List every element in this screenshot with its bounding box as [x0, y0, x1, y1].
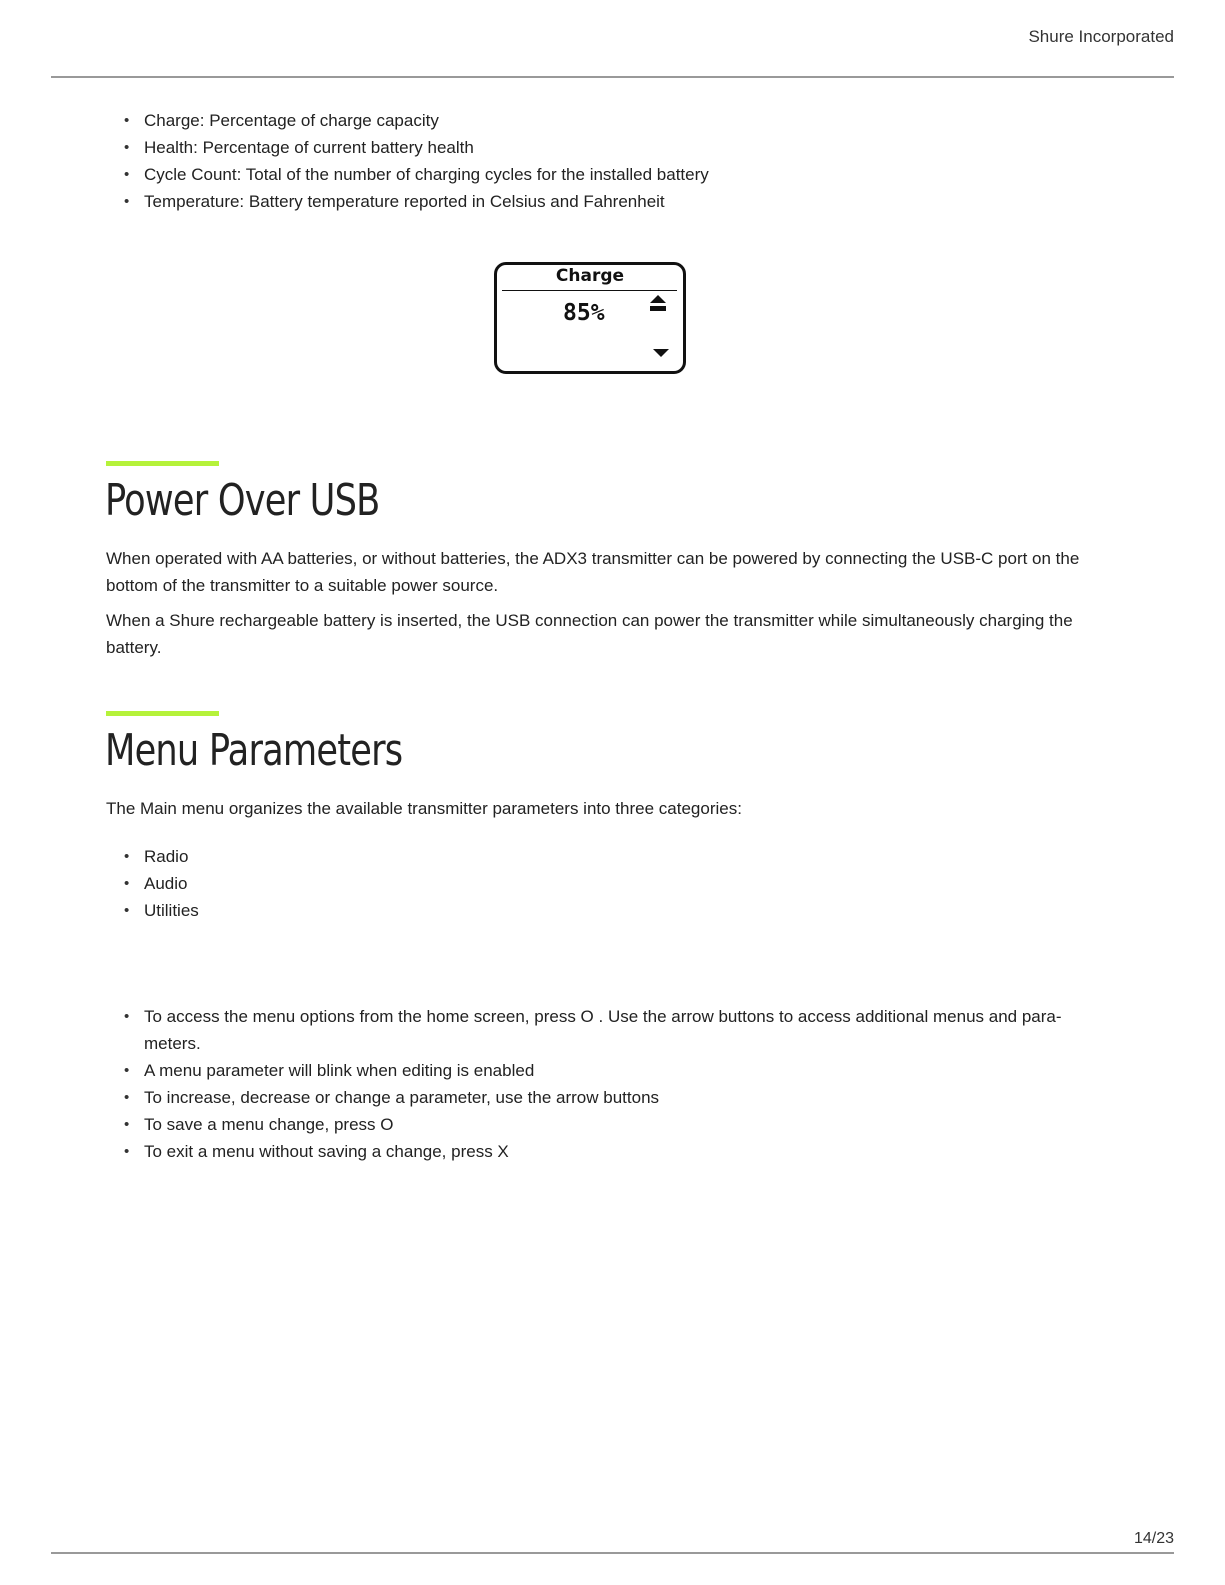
list-item: • Audio [124, 870, 1124, 897]
section-title-menu-parameters: Menu Parameters [105, 725, 403, 776]
list-item: • To access the menu options from the home screen, press O . Use the arrow buttons to access additional menus and para- meters. [124, 1003, 1120, 1057]
eject-up-icon [649, 295, 667, 315]
menu-categories-list [124, 843, 1124, 924]
down-arrow-icon [653, 349, 669, 358]
footer-rule [51, 1552, 1174, 1554]
section-title-power-usb: Power Over USB [105, 475, 380, 526]
list-item: • To exit a menu without saving a change, press X [124, 1138, 1120, 1165]
header-rule [51, 76, 1174, 78]
list-item: • Utilities [124, 897, 1124, 924]
list-item: • Cycle Count: Total of the number of charging cycles for the installed battery [124, 161, 1124, 188]
lcd-title: Charge [555, 266, 625, 286]
section-accent-bar [106, 711, 219, 716]
lcd-divider [502, 290, 677, 291]
list-item: • Health: Percentage of current battery health [124, 134, 1124, 161]
charge-lcd-screen [494, 262, 686, 374]
page-number: 14/23 [1133, 1530, 1174, 1547]
header-company-name: Shure Incorporated [1028, 27, 1174, 46]
power-usb-paragraph: When operated with AA batteries, or without batteries, the ADX3 transmitter can be powered by connecting the USB-C port on the bottom of the transmitter to a suitable power source. [106, 549, 1080, 595]
menu-tips-list [124, 1003, 1120, 1165]
list-item: • To increase, decrease or change a parameter, use the arrow buttons [124, 1084, 1120, 1111]
list-item: • Radio [124, 843, 1124, 870]
section-accent-bar [106, 461, 219, 466]
battery-info-list [124, 107, 1124, 215]
list-item: • To save a menu change, press O [124, 1111, 1120, 1138]
list-item: • A menu parameter will blink when editing is enabled [124, 1057, 1120, 1084]
menu-intro-paragraph: The Main menu organizes the available transmitter parameters into three categories: [106, 799, 742, 818]
power-usb-paragraph: When a Shure rechargeable battery is inserted, the USB connection can power the transmitter while simultaneously charging the battery. [106, 611, 1073, 657]
list-item: • Charge: Percentage of charge capacity [124, 107, 1124, 134]
lcd-charge-value: 85% [563, 300, 605, 326]
list-item: • Temperature: Battery temperature reported in Celsius and Fahrenheit [124, 188, 1124, 215]
